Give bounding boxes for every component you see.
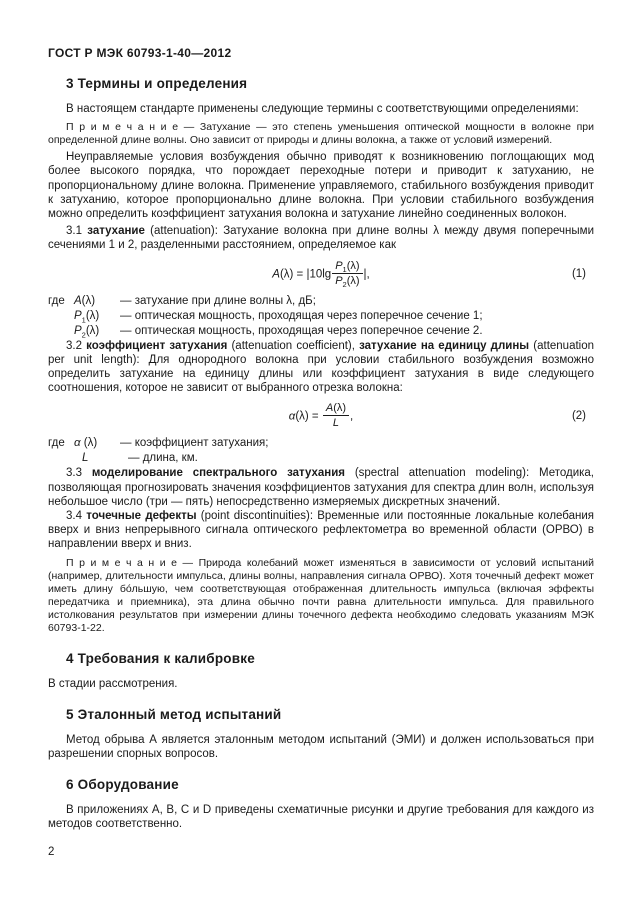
- section-4-body: В стадии рассмотрения.: [48, 677, 178, 690]
- section-5-title: 5 Эталонный метод испытаний: [66, 706, 282, 722]
- note-2-label: П р и м е ч а н и е —: [66, 556, 199, 569]
- term-3-2-name-1: коэффициент затухания: [86, 339, 228, 352]
- formula-2-number: (2): [571, 410, 586, 423]
- formula-1-number: (1): [571, 267, 586, 280]
- note-2: [48, 557, 594, 635]
- term-3-2: 3.2 коэффициент затухания (attenuation coefficient), затухание на единицу длины (attenuation per unit length): Для однородного волокна при условии стабильного возбуждения возможно определить затухание на единицу длины или коэффициент затухания в виде следующего соотношения, которое не зависит от выбранного отрезка волокна:: [48, 339, 595, 395]
- where-item: $P_2(\lambda)$ — оптическая мощность, проходящая через поперечное сечение 2.: [74, 324, 483, 339]
- formula-2-expression: α(λ) = $\frac{A(\lambda)}{L}$ ,: [288, 402, 354, 430]
- term-3-1-name: затухание: [87, 225, 145, 238]
- where-item: где A(λ) — затухание при длине волны λ, дБ;: [48, 294, 316, 307]
- formula-2: [48, 400, 594, 432]
- where-item: где α (λ) — коэффициент затухания;: [48, 437, 269, 450]
- formula-1: [48, 258, 594, 290]
- note-1: [48, 121, 594, 147]
- section-3-title: 3 Термины и определения: [66, 76, 248, 91]
- term-3-4-name: точечные дефекты: [86, 510, 197, 523]
- term-3-4: 3.4 точечные дефекты (point discontinuities): Временные или постоянные локальные колебания вверх и вниз непрерывного сигнала оптического рефлектометра во временной области (ОРВО) в направлении вверх и вниз.: [48, 510, 595, 551]
- fraction: $\frac{P_1(\lambda)}{P_2(\lambda)}$: [332, 260, 362, 287]
- section-6-title: 6 Оборудование: [66, 777, 179, 793]
- term-3-2-name-2: затухание на единицу длины: [359, 339, 530, 352]
- note-1-label: П р и м е ч а н и е —: [66, 121, 200, 134]
- term-3-1: 3.1 затухание (attenuation): Затухание волокна при длине волны λ между двумя поперечными сечениями 1 и 2, разделенными расстоянием, определяемое как: [48, 225, 594, 252]
- section-6-body: В приложениях A, B, C и D приведены схематичные рисунки и другие требования для каждого из методов соответственно.: [48, 804, 594, 831]
- section-5-body: Метод обрыва А является эталонным методом испытаний (ЭМИ) и должен использоваться при разрешении спорных вопросов.: [48, 733, 594, 761]
- term-3-3: 3.3 моделирование спектрального затухания (spectral attenuation modeling): Методика, позволяющая прогнозировать значения коэффициентов затухания для спектра длин волн, используя небольшое число (три — пять) непосредственно измеряемых дискретных значений.: [48, 467, 594, 508]
- where-list-1: [48, 294, 594, 339]
- formula-1-expression: A(λ) = |10lg $\frac{P_1(\lambda)}{P_2(\lambda)}$ |,: [272, 259, 370, 289]
- note-1-text: Затухание — это степень уменьшения оптической мощности в волокне при определенной длине волны. Оно зависит от природы и длины волокна, а также от условий измерений.: [48, 121, 594, 147]
- section-3-intro: В настоящем стандарте применены следующие термины с соответствующими определениями:: [66, 103, 579, 115]
- doc-header: ГОСТ Р МЭК 60793-1-40—2012: [48, 46, 232, 60]
- page-number: 2: [48, 845, 55, 858]
- where-item: L — длина, км.: [82, 452, 198, 465]
- where-list-2: [48, 436, 594, 466]
- term-3-3-name: моделирование спектрального затухания: [91, 467, 346, 480]
- section-4-title: 4 Требования к калибровке: [66, 650, 255, 666]
- note-2-text: Природа колебаний может изменяться в зависимости от условий испытаний (например, длительности импульса, длины волны, направления сигнала ОРВО). Хотя точечный дефект может иметь длину бо́льшую, чем соответствующая отображенная длительность импульса (включая эффекты передатчика и приемника), эта длина обычно почти равна длительности импульса. Для правильного истолкования результатов при измерении длины точечного дефекта необходимо следовать указаниям МЭК 60793-1-22.: [48, 556, 595, 634]
- where-item: $P_1(\lambda)$ — оптическая мощность, проходящая через поперечное сечение 1;: [74, 309, 483, 324]
- paragraph-excitation: Неуправляемые условия возбуждения обычно приводят к возникновению поглощающих мод более высокого порядка, что порождает переходные потери и приводит к затуханию, не пропорциональному длине волокна. Применение управляемого, стабильного возбуждения приводит к затуханию, которое пропорционально длине волокна. При условии стабильного возбуждения можно определить коэффициент затухания волокна и затухание линейно соединенных волокон.: [48, 151, 594, 221]
- fraction: $\frac{A(\lambda)}{L}$: [323, 402, 349, 429]
